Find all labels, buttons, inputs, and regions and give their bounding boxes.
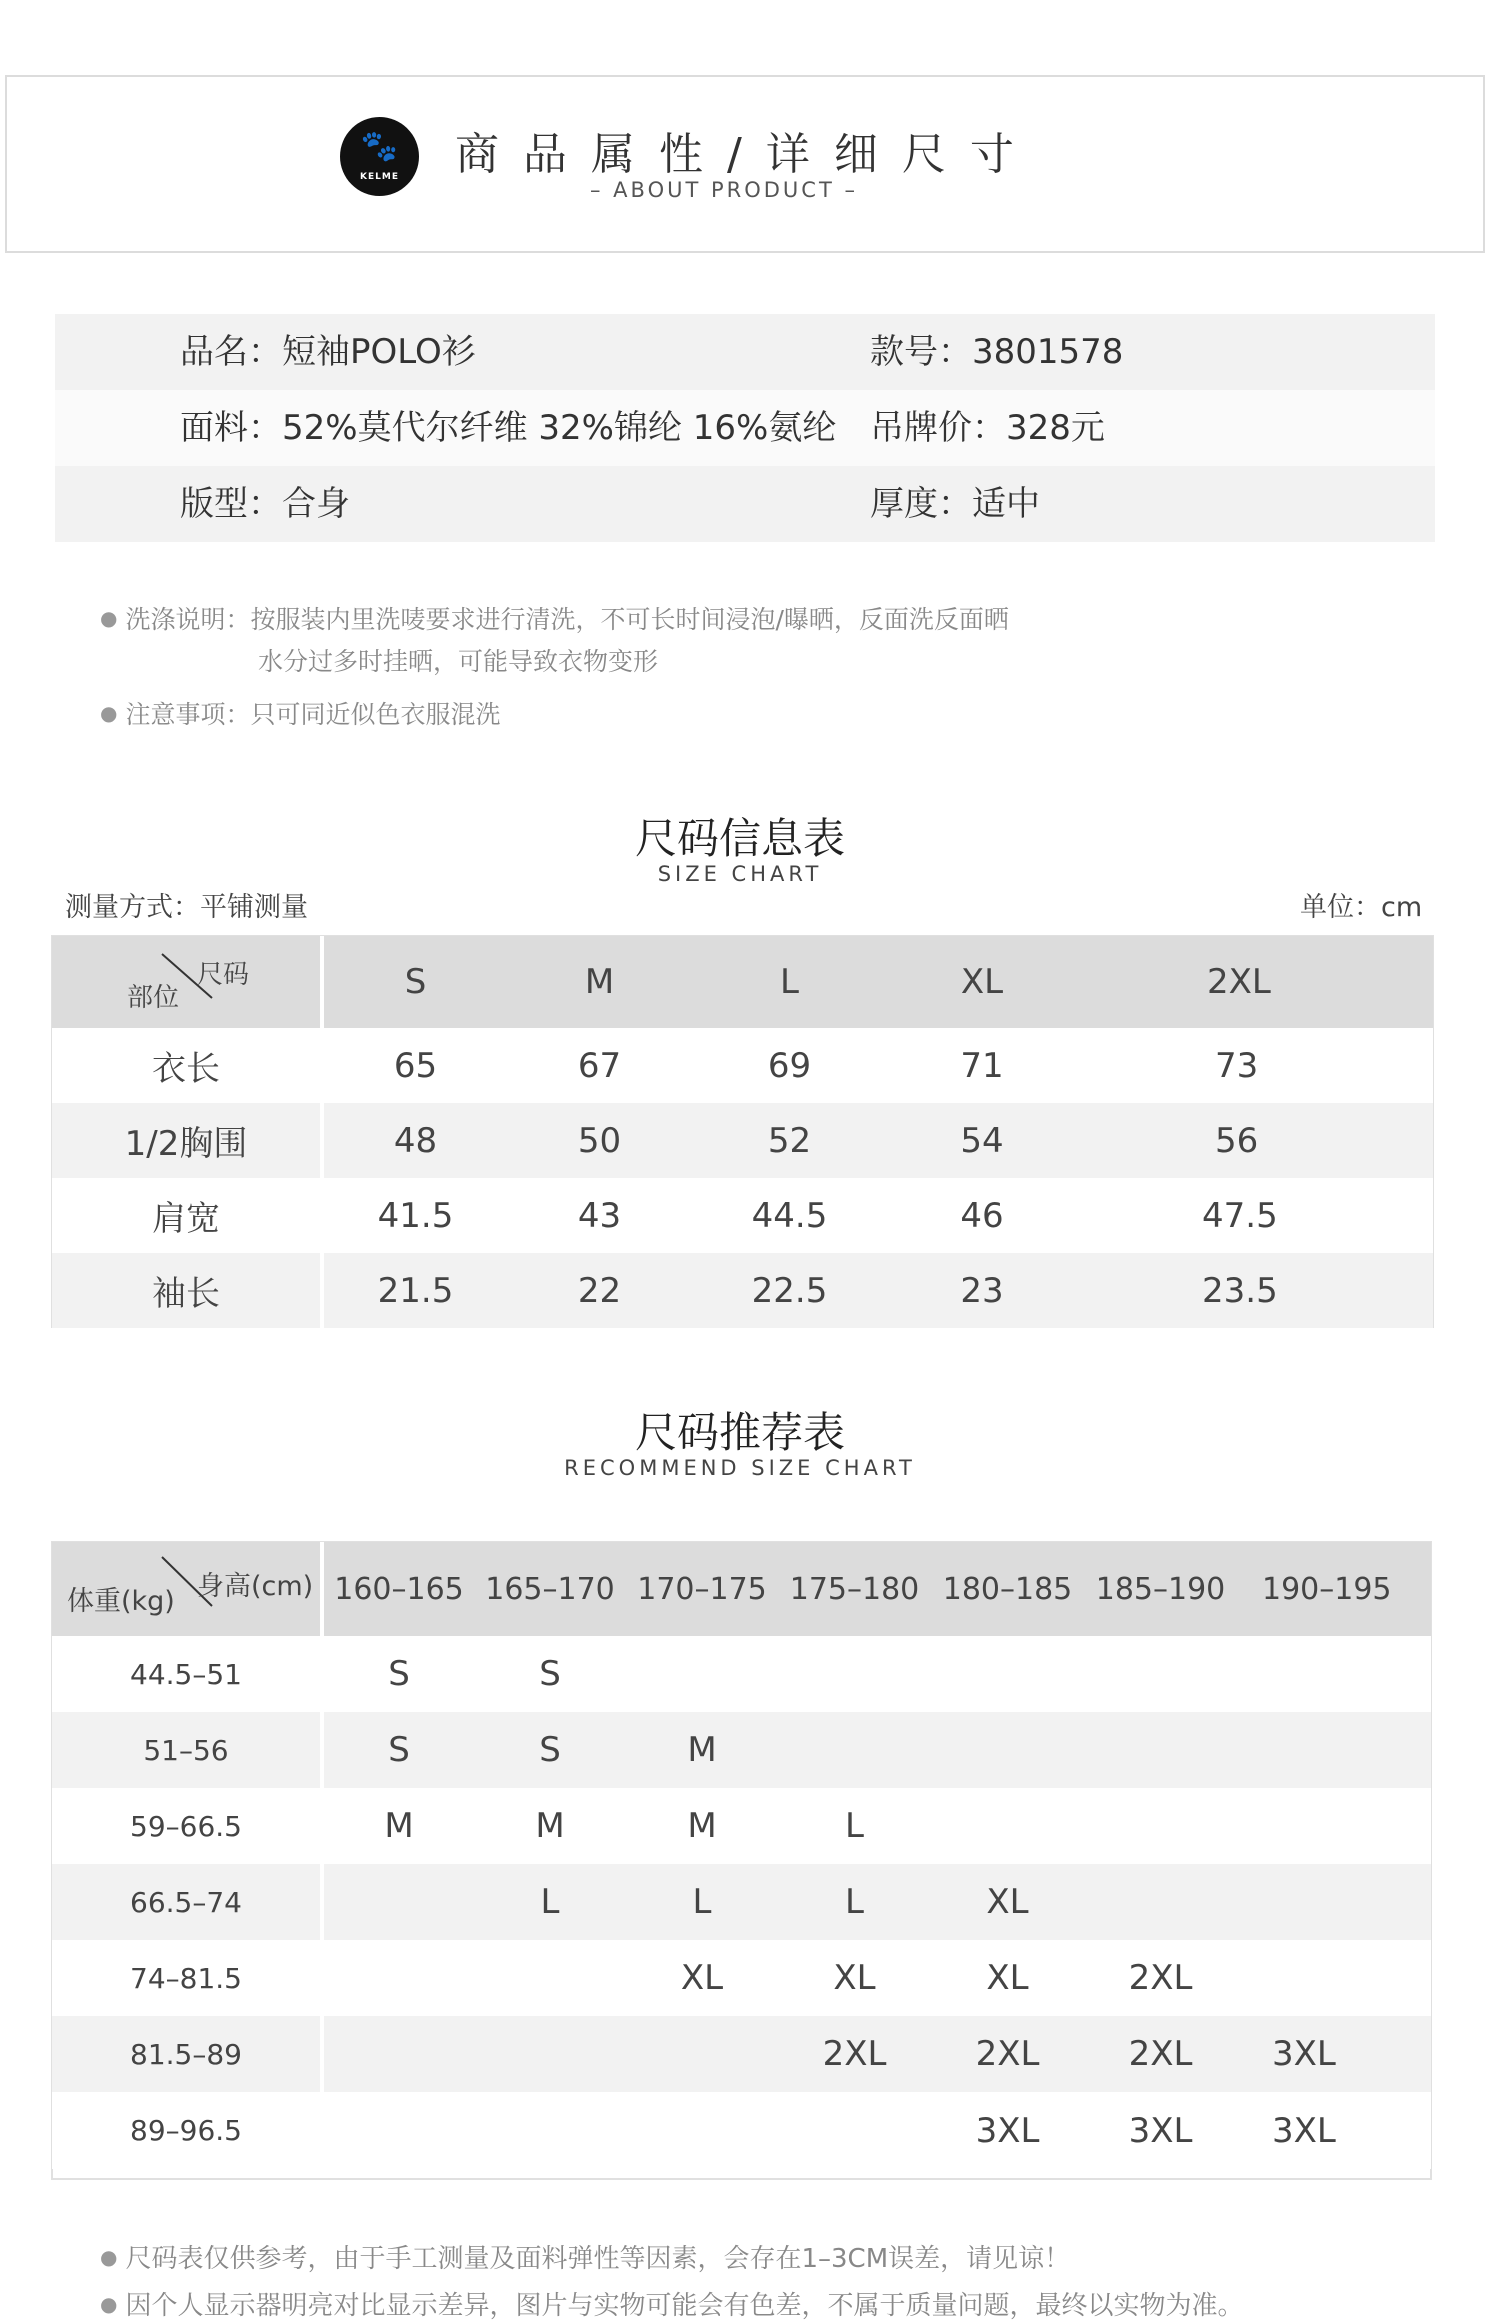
- table-cell: 43: [507, 1178, 692, 1253]
- recommend-chart-corner: [52, 1542, 322, 1636]
- size-header: XL: [887, 936, 1077, 1028]
- measure-method: 测量方式：平铺测量: [65, 892, 308, 923]
- table-cell: 23.5: [1077, 1253, 1433, 1328]
- table-cell: [1084, 1636, 1237, 1712]
- row-label: 衣长: [52, 1028, 322, 1103]
- table-row: [52, 1028, 1433, 1103]
- table-cell: 56: [1077, 1103, 1433, 1178]
- table-cell: 44.5: [692, 1178, 887, 1253]
- weight-label: 66.5–74: [52, 1864, 322, 1940]
- attribute-name: 品名：短袖POLO衫: [180, 332, 476, 372]
- wash-line-1: 洗涤说明：按服装内里洗唛要求进行清洗，不可长时间浸泡/曝晒，反面洗反面晒: [125, 605, 1009, 634]
- row-label: 1/2胸围: [52, 1103, 322, 1178]
- table-cell: 2XL: [931, 2016, 1084, 2092]
- table-cell: [931, 1636, 1084, 1712]
- kelme-logo: [340, 117, 419, 196]
- height-header: 160–165: [322, 1542, 474, 1636]
- table-cell: M: [626, 1788, 778, 1864]
- height-header: 190–195: [1237, 1542, 1431, 1636]
- table-cell: [1237, 1636, 1431, 1712]
- table-cell: L: [626, 1864, 778, 1940]
- table-cell: [1084, 1712, 1237, 1788]
- height-header: 165–170: [474, 1542, 626, 1636]
- table-cell: 2XL: [1084, 1940, 1237, 2016]
- table-cell: 21.5: [322, 1253, 507, 1328]
- size-chart-table: [52, 936, 1433, 1328]
- table-cell: L: [778, 1788, 931, 1864]
- table-cell: 3XL: [931, 2092, 1084, 2169]
- table-cell: [1237, 1940, 1431, 2016]
- table-cell: 73: [1077, 1028, 1433, 1103]
- size-header: 2XL: [1077, 936, 1433, 1028]
- wash-line-2: 水分过多时挂晒，可能导致衣物变形: [258, 647, 659, 676]
- table-cell: [778, 1712, 931, 1788]
- table-cell: [626, 1636, 778, 1712]
- table-cell: 65: [322, 1028, 507, 1103]
- table-cell: [322, 2092, 474, 2169]
- table-row: [52, 1103, 1433, 1178]
- logo-brand-text: KELME: [360, 172, 399, 182]
- table-cell: M: [474, 1788, 626, 1864]
- table-cell: [474, 2016, 626, 2092]
- attribute-thickness: 厚度：适中: [870, 484, 1040, 524]
- table-cell: XL: [931, 1864, 1084, 1940]
- corner-height-label: 身高(cm): [197, 1571, 314, 1602]
- table-cell: 3XL: [1084, 2092, 1237, 2169]
- attribute-row: [55, 314, 1435, 390]
- attribute-fabric: 面料：52%莫代尔纤维 32%锦纶 16%氨纶: [180, 408, 837, 448]
- table-cell: [626, 2016, 778, 2092]
- size-header: S: [322, 936, 507, 1028]
- size-chart-title: 尺码信息表: [634, 814, 845, 863]
- corner-part-label: 部位: [127, 983, 180, 1013]
- table-cell: 2XL: [778, 2016, 931, 2092]
- attribute-price: 吊牌价：328元: [870, 408, 1105, 448]
- table-cell: L: [474, 1864, 626, 1940]
- table-row: [52, 1864, 1431, 1940]
- table-cell: [1237, 1788, 1431, 1864]
- size-chart-header-row: [52, 936, 1433, 1028]
- table-cell: S: [322, 1636, 474, 1712]
- row-label: 肩宽: [52, 1178, 322, 1253]
- page-subtitle: – ABOUT PRODUCT –: [590, 178, 858, 202]
- size-header: L: [692, 936, 887, 1028]
- footer-note: [100, 2238, 1070, 2275]
- table-cell: 52: [692, 1103, 887, 1178]
- size-header: M: [507, 936, 692, 1028]
- table-cell: XL: [626, 1940, 778, 2016]
- table-cell: 22: [507, 1253, 692, 1328]
- table-cell: M: [322, 1788, 474, 1864]
- footer-note-text: 因个人显示器明亮对比显示差异，图片与实物可能会有色差，不属于质量问题，最终以实物为准。: [125, 2291, 1244, 2321]
- table-cell: 48: [322, 1103, 507, 1178]
- unit-label: 单位：cm: [1300, 892, 1423, 923]
- table-cell: L: [778, 1864, 931, 1940]
- table-cell: 3XL: [1237, 2016, 1431, 2092]
- table-cell: [778, 2092, 931, 2169]
- corner-size-label: 尺码: [197, 960, 250, 990]
- table-cell: 23: [887, 1253, 1077, 1328]
- table-row: [52, 2016, 1431, 2092]
- wash-instructions: [100, 600, 1009, 636]
- attribute-fit: 版型：合身: [180, 484, 350, 524]
- table-row: [52, 1940, 1431, 2016]
- weight-label: 59–66.5: [52, 1788, 322, 1864]
- size-chart-subtitle: SIZE CHART: [657, 862, 823, 886]
- table-cell: [1084, 1864, 1237, 1940]
- table-cell: 41.5: [322, 1178, 507, 1253]
- table-cell: M: [626, 1712, 778, 1788]
- table-row: [52, 1636, 1431, 1712]
- table-cell: 50: [507, 1103, 692, 1178]
- table-cell: S: [474, 1636, 626, 1712]
- table-cell: 2XL: [1084, 2016, 1237, 2092]
- table-cell: 3XL: [1237, 2092, 1431, 2169]
- height-header: 170–175: [626, 1542, 778, 1636]
- table-cell: S: [474, 1712, 626, 1788]
- table-cell: [931, 1712, 1084, 1788]
- attention-note: [100, 695, 500, 731]
- table-cell: [1237, 1864, 1431, 1940]
- attribute-style-number: 款号：3801578: [870, 332, 1124, 372]
- table-cell: [1237, 1712, 1431, 1788]
- footer-note-text: 尺码表仅供参考，由于手工测量及面料弹性等因素，会存在1–3CM误差，请见谅！: [125, 2244, 1071, 2274]
- bullet-icon: ●: [100, 701, 118, 725]
- table-cell: [322, 2016, 474, 2092]
- diagonal-line: [52, 936, 322, 1028]
- recommend-chart-subtitle: RECOMMEND SIZE CHART: [564, 1456, 916, 1480]
- recommend-header-row: [52, 1542, 1431, 1636]
- table-cell: [1084, 1788, 1237, 1864]
- bullet-icon: ●: [100, 606, 118, 630]
- table-row: [52, 1253, 1433, 1328]
- attribute-row: [55, 390, 1435, 466]
- table-cell: [778, 1636, 931, 1712]
- row-label: 袖长: [52, 1253, 322, 1328]
- table-cell: 71: [887, 1028, 1077, 1103]
- table-cell: [322, 1940, 474, 2016]
- table-cell: 67: [507, 1028, 692, 1103]
- corner-weight-label: 体重(kg): [67, 1586, 175, 1617]
- paw-icon: 🐾: [360, 129, 399, 164]
- weight-label: 81.5–89: [52, 2016, 322, 2092]
- height-header: 185–190: [1084, 1542, 1237, 1636]
- table-cell: [474, 1940, 626, 2016]
- table-cell: XL: [931, 1940, 1084, 2016]
- table-cell: 46: [887, 1178, 1077, 1253]
- table-cell: 22.5: [692, 1253, 887, 1328]
- table-cell: 69: [692, 1028, 887, 1103]
- recommend-chart-table: [52, 1542, 1431, 2169]
- weight-label: 44.5–51: [52, 1636, 322, 1712]
- footer-note: [100, 2285, 1243, 2322]
- table-cell: S: [322, 1712, 474, 1788]
- table-row: [52, 1788, 1431, 1864]
- table-cell: [322, 1864, 474, 1940]
- size-chart-corner: [52, 936, 322, 1028]
- table-cell: [626, 2092, 778, 2169]
- table-cell: 54: [887, 1103, 1077, 1178]
- table-row: [52, 2092, 1431, 2169]
- recommend-chart-title: 尺码推荐表: [634, 1408, 845, 1457]
- attribute-row: [55, 466, 1435, 542]
- table-cell: XL: [778, 1940, 931, 2016]
- attention-text: 注意事项：只可同近似色衣服混洗: [125, 700, 501, 729]
- weight-label: 89–96.5: [52, 2092, 322, 2169]
- table-row: [52, 1178, 1433, 1253]
- table-row: [52, 1712, 1431, 1788]
- weight-label: 51–56: [52, 1712, 322, 1788]
- height-header: 180–185: [931, 1542, 1084, 1636]
- bullet-icon: ●: [100, 2245, 118, 2269]
- height-header: 175–180: [778, 1542, 931, 1636]
- weight-label: 74–81.5: [52, 1940, 322, 2016]
- page-title: 商品属性/详细尺寸: [455, 129, 1038, 180]
- table-cell: [474, 2092, 626, 2169]
- bullet-icon: ●: [100, 2292, 118, 2316]
- table-cell: [931, 1788, 1084, 1864]
- table-cell: 47.5: [1077, 1178, 1433, 1253]
